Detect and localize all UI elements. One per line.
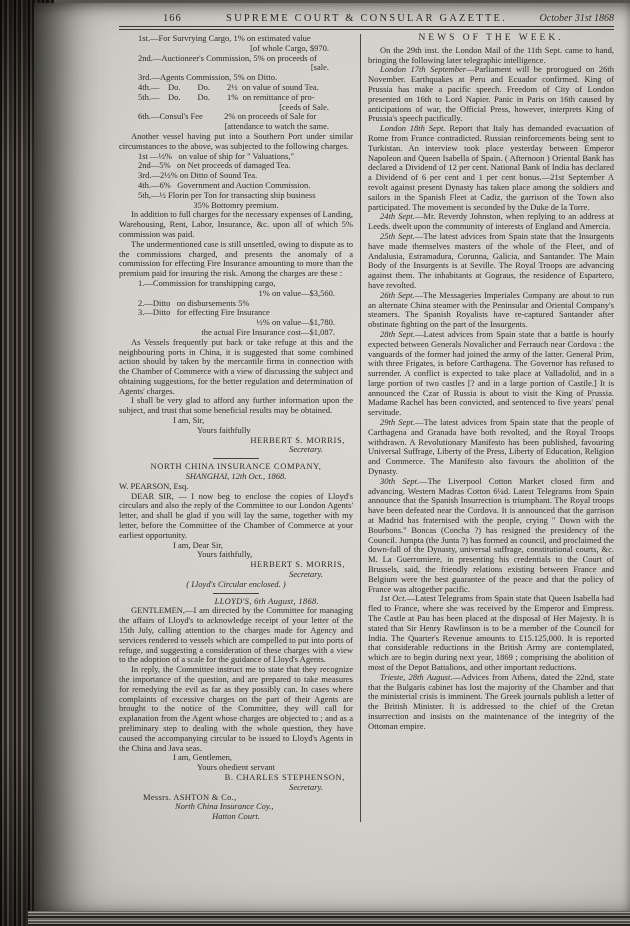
paragraph: The undermentioned case is still unsettled, owing to dispute as to the commissions charged, and presents the anomaly of a commission for effecting Fire Insurance amounting to more than the premium paid for insuring the risk. Among the charges are these :: [119, 238, 353, 279]
news-entry: [368, 212, 614, 232]
enclosure-note: ( Lloyd's Circular enclosed. ): [186, 578, 286, 589]
charge-list-item: 3.—Ditto for effecting Fire Insurance: [138, 307, 270, 318]
signature-name: HERBERT S. MORRIS,: [250, 434, 345, 445]
paragraph: As Vessels frequently put back or take refuge at this and the neighbouring ports in China, it is suggested that some combined action should by taken by the mercantile firms in connection with the Chamber of Commerce with a view of discussing the subject and obtaining suggestions, for the better regulation and determination of Agents' charges.: [119, 336, 353, 396]
charge-list-item: 1st —½% on value of ship for " Valuations,": [138, 150, 294, 161]
letter-body: DEAR SIR, — I now beg to enclose the copies of Lloyd's circulars and also the reply of the Committee to our London Agents' letter, and shall be glad if you will lay the same, together with my letter, before the Committee of the Chamber of Commerce at your earliest opportunity.: [119, 490, 353, 540]
news-entry-text: —The Messageries Imperiales Company are about to run an alternate China steamer with the Peninsular and Oriental Company's steamers. The Spanish Royalists have re-captured Santander after obstinate fighting on the part of the Insurgents.: [368, 289, 614, 330]
news-entry: [368, 418, 614, 477]
charge-list-continuation: 35% Bottomry premium.: [193, 199, 279, 210]
news-entry-text: —Latest Telegrams from Spain state that Queen Isabella had fled to France, where she was received by the Emperor and Empress. The Castle at Pau has been placed at the disposal of Her Majesty. It is stated that Sir Henry Rawlinson is to be a member of the Council for India. The Quarter's Revenue amounts to £15.125,000. It is reported that considerable reductions in the British Army are contemplated, which are to begin during next year, 1869 ; comprising the abolition of most of the Depot Battalions, and other important reductions.: [368, 593, 614, 672]
signature-role: Secretary.: [289, 781, 323, 792]
news-entry-text: —Parliament will be prorogued on 26th November. Earthquakes at Peru and Ecuador confirmed. King of Prussia has make a pacific speech. Freedom of City of London presented on 16th to Lord Napier. Panic in Paris on 16th caused by anticipations of war, the Official Press, however, interprets King of Prussia's speech pacifically.: [368, 64, 614, 124]
signature-role: Secretary.: [289, 569, 323, 580]
charge-list-item: 2nd—5% on Net proceeds of damaged Tea.: [138, 160, 291, 171]
valediction-line: I am, Sir,: [173, 415, 205, 426]
news-entry-text: —The latest advices from Spain state that the Insurgents have made themselves masters of the whole of the Fleet, and of Andalusia, Estramadura, Corunna, Galicia, and Santander. The Main Body of the Insurgents is at Seville. The Royal Troops are advancing against them. The inhabitants at Gograus, the residence of Espartero, have revolted.: [368, 230, 614, 290]
letter-body: In reply, the Committee instruct me to state that they recognize the importance of the question, and are prepared to take measures for remedying the evil as far as they possibly can. In cases where complaints of excessive charges on the part of their Agents are brought to the notice of the Committee, they will call for explanation from the Agent whose charges are objected to ; and as a preliminary step to dealing with the whole question, they have caused the accompanying circular to be issued to Lloyd's Agents in the China and Java seas.: [119, 664, 353, 753]
news-entry-dateline: London 18th Sept.: [380, 123, 446, 134]
valediction-line: I am, Dear Sir,: [173, 539, 223, 550]
paragraph: On the 29th inst. the London Mail of the 11th Sept. came to hand, bringing the following later telegraphic intelligence.: [368, 44, 614, 65]
signature-name: HERBERT S. MORRIS,: [250, 559, 345, 570]
masthead-title: SUPREME COURT & CONSULAR GAZETTE.: [226, 13, 507, 24]
section-rule: [213, 458, 259, 459]
news-entry-dateline: 25th Sept.: [380, 230, 415, 241]
news-entry: [368, 673, 614, 732]
letterhead-place-date: LLOYD'S, 6th August, 1868.: [214, 595, 319, 606]
charge-list-item: 1st.—For Survrying Cargo, 1% on estimated value: [138, 33, 311, 43]
charge-list-continuation: 1% on value—$3,560.: [258, 287, 335, 298]
news-entry-text: Report that Italy has demanded evacuation of Rome from France contradicted. Russian reinforcements being sent to Turkistan. An interview took place yesterday between Emperor Napoleon and Queen Isabella of Spain. ( Afternoon ) Oriental Bank has declared a Dividend of 12 per cent. National Bank of India has declared a Dividend of 6 per cent and 1 per cent bonus.—21st September A revolt against present Dynasty has taken place among the soldiers and sailors in the Spanish Fleet at Cadiz, the garrison of the Town also participated. The movement is seconded by the Duke de la Torre.: [368, 123, 614, 212]
news-entry: [368, 291, 614, 330]
charge-list-continuation: the actual Fire Insurance cost—$1,087.: [201, 326, 335, 337]
letter-address-line: Hatton Court.: [212, 811, 260, 822]
valediction-line: Yours faithfully: [197, 424, 251, 435]
charge-list-item: 3rd.—Agents Commission, 5% on Ditto.: [138, 72, 278, 83]
news-entry-dateline: 1st Oct.: [380, 593, 407, 604]
two-column-layout: [119, 34, 614, 822]
issue-date: October 31st 1868: [539, 13, 614, 24]
charge-list-item: 2.—Ditto on disbursements 5%: [138, 297, 250, 308]
charge-list-item: 4th.—6% Government and Auction Commission.: [138, 179, 311, 190]
paragraph: I shall be very glad to afford any further information upon the subject, and trust that some beneficial results may be obtained.: [119, 395, 353, 416]
header-double-rule: [119, 26, 614, 30]
letter-address-line: Messrs. ASHTON & Co.,: [143, 791, 237, 802]
valediction-line: Yours obedient servant: [197, 762, 275, 773]
news-entry: [368, 124, 614, 212]
letterhead-place-date: SHANGHAI, 12th Oct., 1868.: [185, 471, 287, 482]
news-entry: [368, 232, 614, 291]
section-rule: [213, 593, 259, 594]
news-entry: [368, 594, 614, 672]
paragraph: Another vessel having put into a Southern Port under similar circumstances to the above, was subjected to the following charges.: [119, 130, 353, 151]
news-entry-text: —Mr. Reverdy Johnston, when replying to an address at Leeds. dwelt upon the community of interests of England and Amercia.: [368, 211, 614, 232]
charge-list-item: 3rd.—2½% on Ditto of Sound Tea.: [138, 170, 258, 181]
section-title: NEWS OF THE WEEK.: [418, 33, 564, 43]
news-entry-dateline: 29th Sept.: [380, 417, 416, 428]
charge-list-item: 4th.— Do. Do. 2½ on value of sound Tea.: [138, 81, 319, 92]
charge-list-continuation: [ceeds of Sale.: [279, 101, 329, 112]
right-column: [368, 34, 614, 822]
news-entry-text: —Latest advices from Spain state that a battle is hourly expected between Generals Novalicher and Ferrauch near Cordova : the vanguards of the former had joined the army of the latter. General Prim, with three Frigates, is before Carthagena. The Governor has refused to surrender. A conflict is expected to take place at Valladolid, and in a large portion of two castles [? and in a large portion of Castile.] It is announced the Czar of Russia is about to visit the King of Prussia. Madame Rachel has been convicted, and sentenced to five years' penal servitude.: [368, 328, 614, 418]
charge-list-continuation: ½% on value—$1,780.: [256, 317, 335, 328]
news-entry-dateline: 24th Sept.: [380, 211, 415, 222]
news-entry-dateline: Trieste, 28th August.: [380, 671, 453, 682]
running-header: [119, 13, 614, 24]
valediction-line: I am, Gentlemen,: [173, 752, 233, 763]
letter-address-line: North China Insurance Coy.,: [175, 801, 274, 812]
news-entry-dateline: 26th Sept.: [380, 289, 415, 300]
news-entry-dateline: London 17th September: [380, 64, 467, 75]
charge-list-continuation: [of whole Cargo, $970.: [250, 42, 329, 53]
signature-name: B. CHARLES STEPHENSON,: [224, 771, 345, 782]
charge-list-item: 2nd.—Auctioneer's Commission, 5% on proceeds of: [138, 52, 317, 63]
letter-addressee: W. PEARSON, Esq.: [119, 480, 189, 491]
news-entry-text: —Advices from Athens, dated the 22nd, state that the Bulgaris cabinet has lost the majority of the Chamber and that the ministerial crisis is imminent. The Greek journals publish a letter of the British Minister. It is addressed to the chief of the Cretan insurrection and insists on the maintenance of the integrity of the Ottoman empire.: [368, 671, 614, 731]
news-entry-text: —The Liverpool Cotton Market closed firm and advancing. Western Madras Cotton 6¼d. Latest Telegrams from Spain announce that the Spanish Insurrection is triumphant. The Royal troops have been defeated near the Cordova. It is announced that the garrison at Madrid has fraternised with the people, crying " Down with the Bourbons." Boncas (Concha ?) has resigned the presidency of the Council. Jumpta (the Junta ?) has formed as council, and proclaimed the down-fall of the Dynasty, universal suffrage, constitutional courts, &c. M. La Guerromiere, in presenting his credentials to the Court of Brussels, said, the friendly relations existing between France and Belgium were the best guarantee of the peace and that the policy of France was altogether pacific.: [368, 475, 615, 594]
charge-list-item: 5th,—½ Florin per Ton for transacting ship business: [138, 189, 316, 200]
valediction-line: Yours faithfully,: [197, 549, 253, 560]
charge-list-continuation: [sale.: [310, 62, 329, 73]
news-entry-dateline: 28th Sept.: [380, 328, 416, 339]
news-entry: [368, 330, 614, 418]
printed-area: [119, 13, 614, 897]
news-entry: [368, 477, 614, 595]
news-entry: [368, 65, 614, 124]
news-entry-dateline: 30th Sept.: [380, 475, 420, 486]
charge-list-item: 6th.—Consul's Fee 2% on proceeds of Sale for: [138, 111, 317, 122]
news-entry-text: —The latest advices from Spain state that the people of Carthagena and Granada have both revolted, and the Royal Troops withdrawn. A Revolutionary Manifesto has been published, favouring Universal Suffrage, Liberty of the Press, Liberty of Education, Religion and Commerce. The Manifesto also favours the abolition of the Dynasty.: [368, 417, 614, 477]
charge-list-item: 5th.— Do. Do. 1% on remittance of pro-: [138, 91, 315, 102]
book-page-stack-bottom-edge: [28, 911, 630, 926]
charge-list-continuation: [attendance to watch the same.: [224, 121, 329, 132]
signature-role: Secretary.: [289, 444, 323, 455]
charge-list-item: 1.—Commission for transhipping cargo,: [138, 277, 276, 288]
letter-body: GENTLEMEN,—I am directed by the Committee for managing the affairs of Lloyd's to acknowledge receipt of your letter of the 15th July, calling attention to the charges made for Agency and services rendered to vessels which are compelled to put into ports of refuge, and suggesting a consideration of these charges with a view to the adoption of a scale for the guidance of Lloyd's Agents.: [119, 605, 353, 665]
column-divider-rule: [360, 34, 361, 822]
left-column: [119, 34, 353, 822]
page-number: 166: [163, 13, 182, 24]
gazette-paper: [34, 3, 630, 913]
paragraph: In addition to full charges for the necessary expenses of Landing, Warehousing, Rent, Labor, Insurance, &c. upon all of which 5% commission was paid.: [119, 209, 353, 239]
letterhead-company: NORTH CHINA INSURANCE COMPANY,: [150, 461, 322, 472]
